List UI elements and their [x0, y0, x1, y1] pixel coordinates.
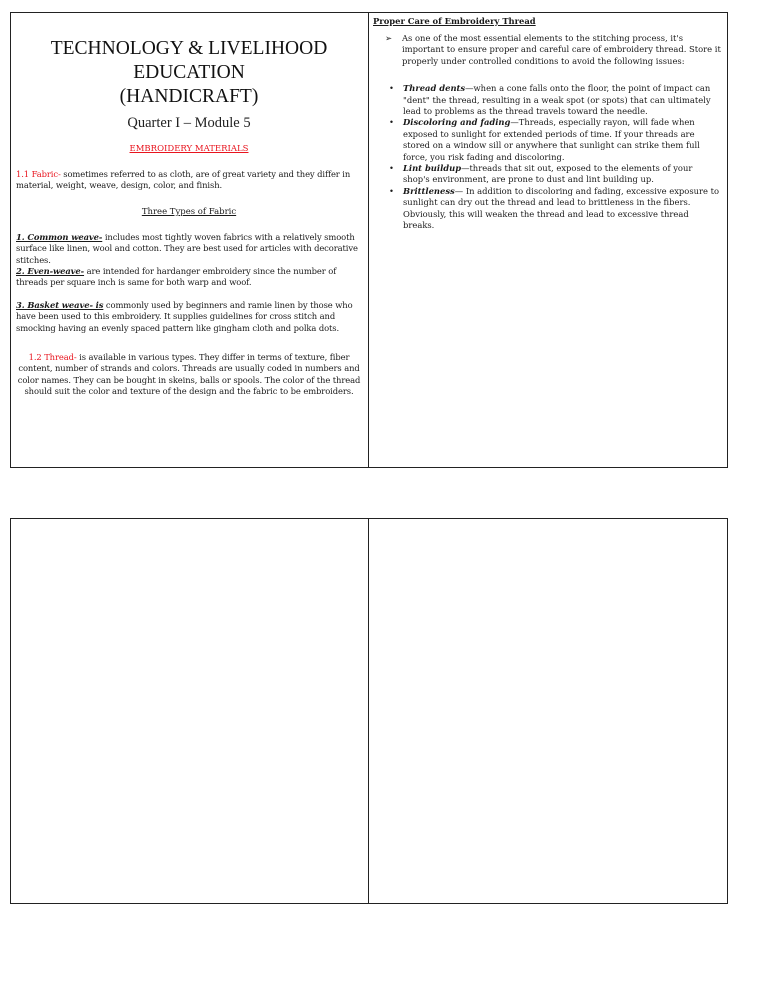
issue-label: Lint buildup [403, 163, 462, 174]
fabric-type-item [16, 266, 362, 289]
thread-label: 1.2 Thread- [28, 352, 77, 363]
fabric-type-item [16, 300, 362, 334]
care-intro-text: As one of the most essential elements to the stitching process, it's important to ensure proper and careful care of embroidery thread. Store it properly under controlled conditions to avoid the following issues: [402, 33, 721, 66]
title-line-1: TECHNOLOGY & LIVELIHOOD [50, 38, 328, 59]
bullet-icon: • [389, 83, 394, 94]
fabric-type-label: 1. Common weave- [16, 231, 103, 242]
empty-right-cell [369, 519, 727, 903]
care-issues-list [373, 83, 721, 231]
care-title: Proper Care of Embroidery Thread [373, 16, 536, 26]
bullet-icon: • [389, 163, 394, 174]
thread-text: is available in various types. They differ in terms of texture, fiber content, number of strands and colors. Threads are usually coded in numbers and color names. They can be bought in skeins, balls or spools. The color of the thread should suit the color and texture of the design and the fabric to be embroiders. [17, 352, 361, 397]
fabric-paragraph [16, 169, 362, 192]
bullet-icon: • [389, 185, 394, 196]
fabric-type-label: 3. Basket weave- is [16, 299, 104, 310]
issue-label: Brittleness [403, 185, 455, 196]
thread-paragraph [16, 352, 362, 398]
fabric-label: 1.1 Fabric- [16, 169, 61, 179]
issue-text: —when a cone falls onto the floor, the point of impact can "dent" the thread, resulting in a weak spot (or spots) that can ultimately lead to problems as the thread travels toward the needle. [403, 83, 711, 117]
module-table-bottom [10, 518, 728, 904]
care-intro [373, 33, 721, 67]
fabric-text: sometimes referred to as cloth, are of great variety and they differ in material, weight, weave, design, color, and finish. [16, 169, 351, 191]
issue-label: Thread dents [403, 83, 466, 94]
issue-text: —Threads, especially rayon, will fade when exposed to sunlight for extended periods of time. If your threads are stored on a window sill or anywhere that sunlight can strike them full force, you risk fading and discoloring. [403, 117, 700, 162]
issue-text: — In addition to discoloring and fading, excessive exposure to sunlight can dry out the thread and lead to brittleness in the fibers. Obviously, this will weaken the thread and lead to excessive thread breaks. [403, 185, 720, 231]
list-item [373, 83, 721, 117]
fabric-type-text: commonly used by beginners and ramie linen by those who have been used to this embroidery. It supplies guidelines for cross stitch and smocking having an evenly spaced pattern like gingham cloth and polka dots. [16, 299, 353, 333]
module-subtitle: Quarter I – Module 5 [127, 115, 251, 131]
module-table-top [10, 12, 728, 468]
fabric-type-text: are intended for hardanger embroidery since the number of threads per square inch is same for both warp and woof. [16, 266, 337, 288]
issue-text: —threads that sit out, exposed to the elements of your shop's environment, are prone to dust and lint building up. [403, 163, 693, 185]
empty-left-cell [11, 519, 369, 903]
bullet-icon: • [389, 117, 394, 128]
issue-label: Discoloring and fading [403, 117, 511, 128]
right-column [369, 13, 727, 467]
title-line-3: (HANDICRAFT) [119, 86, 259, 107]
arrow-bullet-icon: ➢ [385, 33, 393, 43]
fabric-type-label: 2. Even-weave- [16, 266, 85, 277]
list-item [373, 117, 721, 163]
fabric-type-text: includes most tightly woven fabrics with a relatively smooth surface like linen, wool and cotton. They are best used for articles with decorative stitches. [16, 231, 358, 265]
section-heading: EMBROIDERY MATERIALS [129, 144, 249, 154]
title-line-2: EDUCATION [133, 62, 245, 83]
list-item [373, 163, 721, 186]
document-title [16, 37, 362, 109]
list-item [373, 186, 721, 232]
left-column [11, 13, 369, 467]
fabric-type-item [16, 232, 362, 266]
fabric-types-heading: Three Types of Fabric [141, 206, 237, 217]
